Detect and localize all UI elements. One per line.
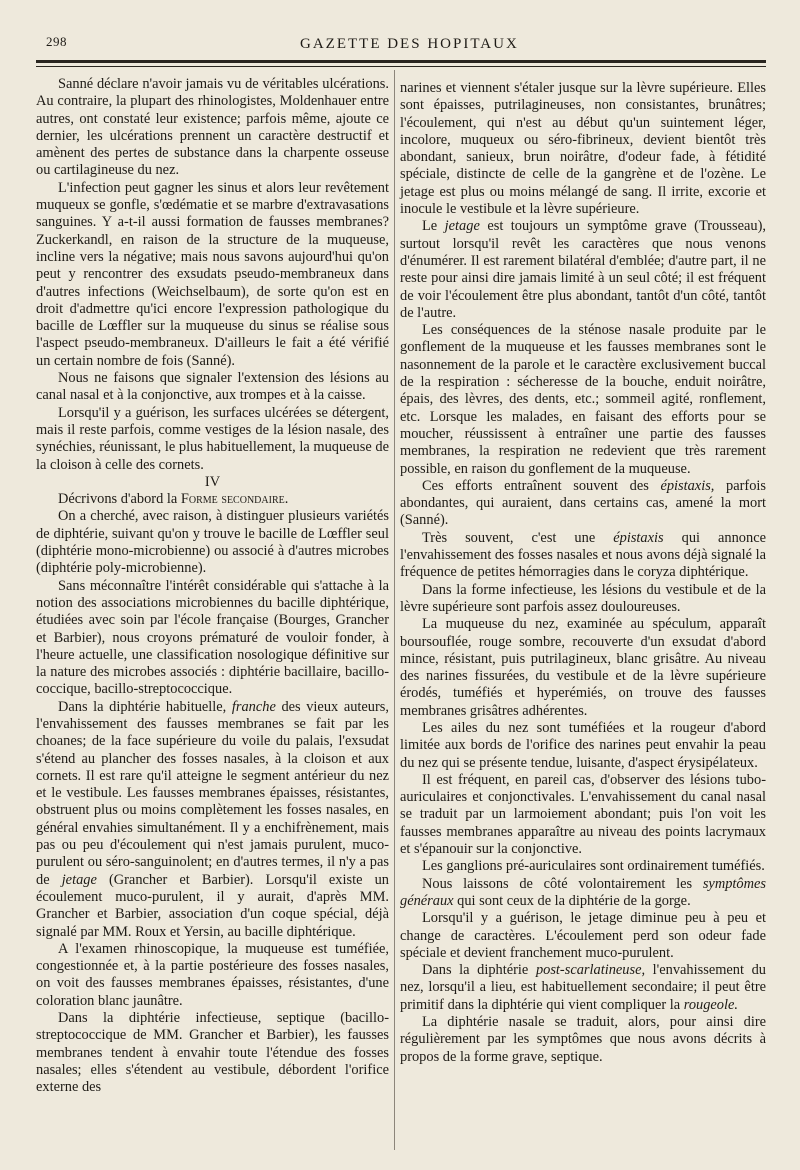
paragraph	[400, 876, 766, 911]
paragraph: L'infection peut gagner les sinus et alors leur revêtement muqueux se gonfle, s'œdématie et se marbre d'extravasations sanguines. Y a-t-il aussi formation de fausses membranes? Zuckerkandl, en raison de la structure de la muqueuse, incline vers la négative; mais nous savons aujourd'hui qu'on peut y rencontrer des exsudats pseudo-membraneux dans d'autres infections (Weichselbaum), de sorte qu'on est en droit d'admettre qu'ici encore l'expression pathologique du bacille de Lœffler sur la muqueuse du sinus se réalise sous l'aspect pseudo-membraneux. D'ailleurs le fait a été vérifié un certain nombre de fois (Sanné).	[36, 179, 389, 369]
text-run: l'envahissement du nez, lorsqu'il a lieu, est habituellement secondaire; il peut être primitif dans la diphtérie qui vient compliquer la	[400, 962, 766, 1013]
text-run: Décrivons d'abord la	[58, 491, 178, 508]
text-run: qui sont ceux de la diphtérie de la gorge.	[457, 892, 691, 909]
header-rule-thin	[36, 66, 766, 67]
left-column	[36, 76, 389, 1097]
italic-term: post-scarlatineuse,	[535, 962, 646, 979]
paragraph	[400, 218, 766, 322]
paragraph: Il est fréquent, en pareil cas, d'observer des lésions tubo-auriculaires et conjonctivales. L'envahissement du canal nasal se traduit par un larmoiement abondant; puis l'on voit les fausses membranes apparaître au niveau des points lacrymaux et s'épanouir sur la conjonctive.	[400, 771, 766, 858]
italic-term: rougeole.	[683, 996, 738, 1013]
paragraph	[400, 478, 766, 530]
paragraph: La diphtérie nasale se traduit, alors, pour ainsi dire régulièrement par les symptômes que nous avons décrits à propos de la forme grave, septique.	[400, 1014, 766, 1065]
paragraph: A l'examen rhinoscopique, la muqueuse est tuméfiée, congestionnée et, à la partie postérieure des fosses nasales, on voit des fausses membranes épaisses, résistantes, d'une coloration blanc jaunâtre.	[36, 940, 389, 1009]
paragraph: Dans la diphtérie infectieuse, septique (bacillo-streptococcique de MM. Grancher et Barbier), les fausses membranes tendent à envahir toute l'étendue des fosses nasales; elles s'étendent au vestibule, débordent l'orifice externe des	[36, 1010, 389, 1096]
text-run: (Grancher et Barbier). Lorsqu'il existe un écoulement muco-purulent, il y aurait, d'après MM. Grancher et Barbier, association d'un coque spécial, déjà signalé par MM. Roux et Yersin, au bacille diphtérique.	[36, 871, 389, 940]
paragraph	[400, 962, 766, 1014]
text-run: Dans la diphtérie	[422, 962, 529, 979]
paragraph	[400, 530, 766, 582]
page-number: 298	[46, 34, 67, 49]
column-divider	[394, 70, 395, 1150]
running-title: GAZETTE DES HOPITAUX	[300, 36, 519, 52]
paragraph: On a cherché, avec raison, à distinguer plusieurs variétés de diphtérie, suivant qu'on y trouve le bacille de Lœffler seul (diphtérie mono-microbienne) ou associé à d'autres microbes (diphtérie poly-microbienne).	[36, 508, 389, 577]
paragraph: Lorsqu'il y a guérison, les surfaces ulcérées se détergent, mais il reste parfois, comme vestiges de la lésion nasale, des synéchies, réunissant, le plus habituellement, la muqueuse de la cloison à celle des cornets.	[36, 404, 389, 473]
text-run: Très souvent, c'est une	[422, 529, 596, 546]
text-run: parfois abondantes, qui auraient, dans certains cas, amené la mort (Sanné).	[400, 477, 766, 529]
text-run: des vieux auteurs, l'envahissement des fausses membranes se fait par les choanes; de la face supérieure du voile du palais, l'exsudat s'étend au plancher des fosses nasales, à la cloison et aux cornets. Il est rare qu'il atteigne le segment antérieur du nez et le vestibule. Les fausses membranes épaisses, résistantes, obstruent plus ou moins complètement les fosses nasales, en général envahies simultanément. Il y a enchifrènement, mais pas ou peu d'écoulement qui n'est jamais purulent, muco-purulent ou séro-sanguinolent; en d'autres termes, il n'y a pas de	[36, 698, 389, 888]
paragraph: Sans méconnaître l'intérêt considérable qui s'attache à la notion des associations microbiennes du bacille diphtérique, étudiées avec soin par l'école française (Bourges, Grancher et Barbier), nous croyons prématuré de vouloir fonder, à l'heure actuelle, une classification nosologique définitive sur la nature des microbes associés : diphtérie bacillaire, bacillo-coccique, bacillo-streptococcique.	[36, 577, 389, 698]
text-run: qui annonce l'envahissement des fosses nasales et nous avons déjà signalé la fréquence de petites hémorragies dans le coryza diphtérique.	[400, 529, 766, 581]
italic-term: épistaxis,	[660, 477, 715, 494]
text-run: Dans la diphtérie habituelle,	[58, 698, 227, 715]
paragraph: Les ganglions pré-auriculaires sont ordinairement tuméfiés.	[422, 858, 765, 875]
paragraph: Les conséquences de la sténose nasale produite par le gonflement de la muqueuse et les fausses membranes sont le nasonnement de la parole et le caractère exclusivement buccal de la respiration : sécheresse de la bouche, enduit noirâtre, épais, des lèvres, des dents, etc.; sommeil agité, ronflement, etc. Lorsque les malades, en faisant des efforts pour se moucher, réussissent à entraîner une partie des fausses membranes, la respiration ne redevient que très rarement possible, en raison du gonflement de la muqueuse.	[400, 322, 766, 477]
italic-term: franche	[231, 698, 276, 715]
text-run: Nous laissons de côté volontairement les	[422, 875, 693, 892]
italic-term: jetage	[61, 871, 97, 888]
paragraph	[36, 699, 389, 941]
right-column	[400, 80, 766, 1066]
section-number: IV	[204, 473, 221, 490]
page-header	[0, 0, 800, 70]
paragraph: Dans la forme infectieuse, les lésions du vestibule et de la lèvre supérieure sont parfois assez douloureuses.	[400, 581, 766, 615]
text-run: Le	[422, 218, 438, 235]
italic-term: épistaxis	[613, 529, 664, 546]
header-rule-thick	[36, 60, 766, 63]
paragraph: Sanné déclare n'avoir jamais vu de véritables ulcérations. Au contraire, la plupart des rhinologistes, Moldenhauer entre autres, ont constaté leur existence; parfois même, ajoute ce dernier, les ulcérations prennent un caractère destructif et amènent des pertes de substance dans la charpente osseuse ou cartilagineuse du nez.	[36, 76, 389, 179]
text-run: est toujours un symptôme grave (Trousseau), surtout lorsqu'il revêt les caractères que nous venons d'énumérer. Il est rarement bilatéral d'emblée; d'autre part, il ne reste pour ainsi dire jamais limité à un seul côté; il est fréquent de voir l'écoulement être plus abondant, tantôt d'un côté, tantôt de l'autre.	[400, 218, 766, 321]
italic-term: jetage	[444, 218, 480, 235]
paragraph: Nous ne faisons que signaler l'extension des lésions au canal nasal et à la conjonctive, aux trompes et à la caisse.	[36, 370, 389, 404]
paragraph: narines et viennent s'étaler jusque sur la lèvre supérieure. Elles sont épaisses, putrilagineuses, non consistantes, brunâtres; l'écoulement, qui n'est au début qu'un suintement léger, incolore, muqueux ou séro-fibrineux, devient bientôt très abondant, sanieux, brun noirâtre, d'odeur fade, à fétidité spéciale, distincte de celle de la gangrène et de l'ozène. Le jetage est plus ou moins mélangé de sang. Il irrite, excorie et inocule le vestibule et la lèvre supérieure.	[400, 80, 766, 218]
paragraph	[36, 491, 389, 508]
section-subtitle: Forme secondaire.	[180, 491, 289, 508]
text-run: Ces efforts entraînent souvent des	[422, 477, 649, 494]
paragraph: Lorsqu'il y a guérison, le jetage diminue peu à peu et change de caractères. L'écoulement perd son odeur fade spéciale et devient franchement muco-purulent.	[400, 910, 766, 961]
paragraph: Les ailes du nez sont tuméfiées et la rougeur d'abord limitée aux bords de l'orifice des narines peut envahir la peau du nez qui se présente tendue, luisante, d'aspect érysipélateux.	[400, 719, 766, 771]
paragraph: La muqueuse du nez, examinée au spéculum, apparaît boursouflée, rouge sombre, recouverte d'un exsudat d'abord mince, résistant, puis putrilagineux, blanc grisâtre. Au niveau des narines fissurées, du vestibule et de la lèvre supérieure érodés, tuméfiés et hyperémiés, on trouve des fausses membranes grisâtres adhérentes.	[400, 616, 766, 719]
italic-term: symptômes généraux	[400, 875, 766, 909]
